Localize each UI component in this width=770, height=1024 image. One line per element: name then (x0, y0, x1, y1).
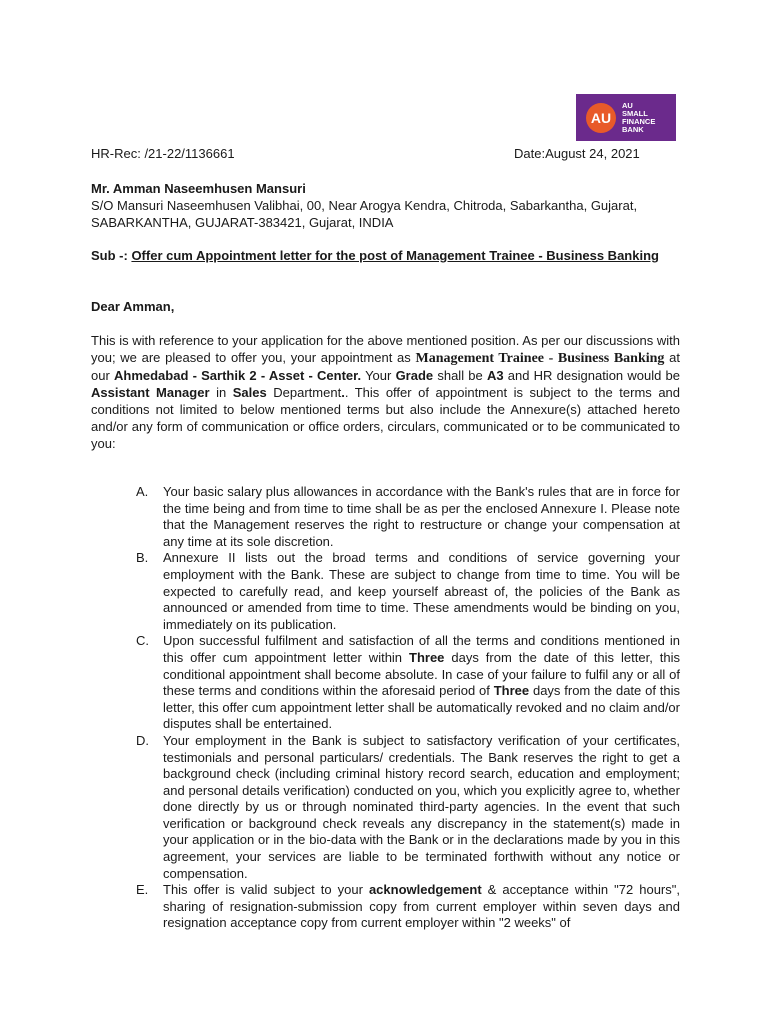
intro-paragraph: This is with reference to your application for the above mentioned position. As per our discussions with you; we are pleased to offer you, your appointment as Management Trainee - Business Banking at our Ahmedabad - Sarthik 2 - Asset - Center. Your Grade shall be A3 and HR designation would be Assistant Manager in Sales Department.. This offer of appointment is subject to the terms and conditions not limited to below mentioned terms but also include the Annexure(s) attached hereto and/or any form of communication or office orders, circulars, communicated or to be communicated to you: (91, 333, 681, 451)
term-a: A. Your basic salary plus allowances in accordance with the Bank's rules that are in force for the time being and from time to time shall be as per the enclosed Annexure I. Please note that the Management reserves the right to restructure or change your compensation at any time at its sole discretion. (136, 484, 680, 549)
position-title: Management Trainee - Business Banking (415, 351, 665, 366)
logo-mark: AU (586, 103, 616, 133)
term-e: E. This offer is valid subject to your acknowledgement & acceptance within "72 hours", sharing of resignation-submission copy from current employer within seven days and resignation acceptance copy from current employer within "2 weeks" of (136, 882, 680, 931)
reference-number: HR-Rec: /21-22/1136661 (91, 146, 235, 161)
grade: A3 (486, 368, 504, 383)
bank-logo (576, 94, 676, 141)
department: Sales (232, 385, 267, 400)
recipient-name: Mr. Amman Naseemhusen Mansuri (91, 181, 306, 196)
term-d: D. Your employment in the Bank is subject to satisfactory verification of your certificates, testimonials and personal particulars/ credentials. The Bank reserves the right to get a background check (including criminal history record search, education and employment; and personal details verification) conducted on you, which you explicitly agree to, whether done directly by us or through nominated third-party agencies. In the event that such verification or background check reveals any discrepancy in the statement(s) made in your application or in the bio-data with the Bank or in the declarations made by you in this agreement, your services are liable to be terminated forthwith without any notice or compensation. (136, 732, 680, 881)
recipient-address: S/O Mansuri Naseemhusen Valibhai, 00, Near Arogya Kendra, Chitroda, Sabarkantha, Gujarat, SABARKANTHA, GUJARAT-383421, Gujarat, INDIA (91, 198, 638, 230)
subject-line (91, 247, 680, 264)
salutation: Dear Amman, (91, 299, 175, 314)
term-b: B. Annexure II lists out the broad terms and conditions of service governing your employment with the Bank. These are subject to change from time to time. You will be expected to carefully read, and keep yourself abreast of, the policies of the Bank as announced or amended from time to time. These amendments would be binding on you, immediately on its publication. (136, 550, 680, 632)
logo-text: AU SMALL FINANCE BANK (622, 100, 656, 134)
terms-list (136, 484, 680, 932)
location: Ahmedabad - Sarthik 2 - Asset - Center. (114, 368, 362, 383)
term-c: C. Upon successful fulfilment and satisfaction of all the terms and conditions mentioned in this offer cum appointment letter within Three days from the date of this letter, this conditional appointment shall become absolute. In case of your failure to fulfil any or all of these terms and conditions within the aforesaid period of Three days from the date of this letter, this offer cum appointment letter shall be automatically revoked and no claim and/or disputes shall be entertained. (136, 633, 680, 732)
subject-prefix: Sub -: (91, 248, 132, 263)
subject-text: Offer cum Appointment letter for the post of Management Trainee - Business Banking (131, 248, 659, 263)
designation: Assistant Manager (91, 385, 210, 400)
letter-date: Date:August 24, 2021 (514, 146, 640, 161)
